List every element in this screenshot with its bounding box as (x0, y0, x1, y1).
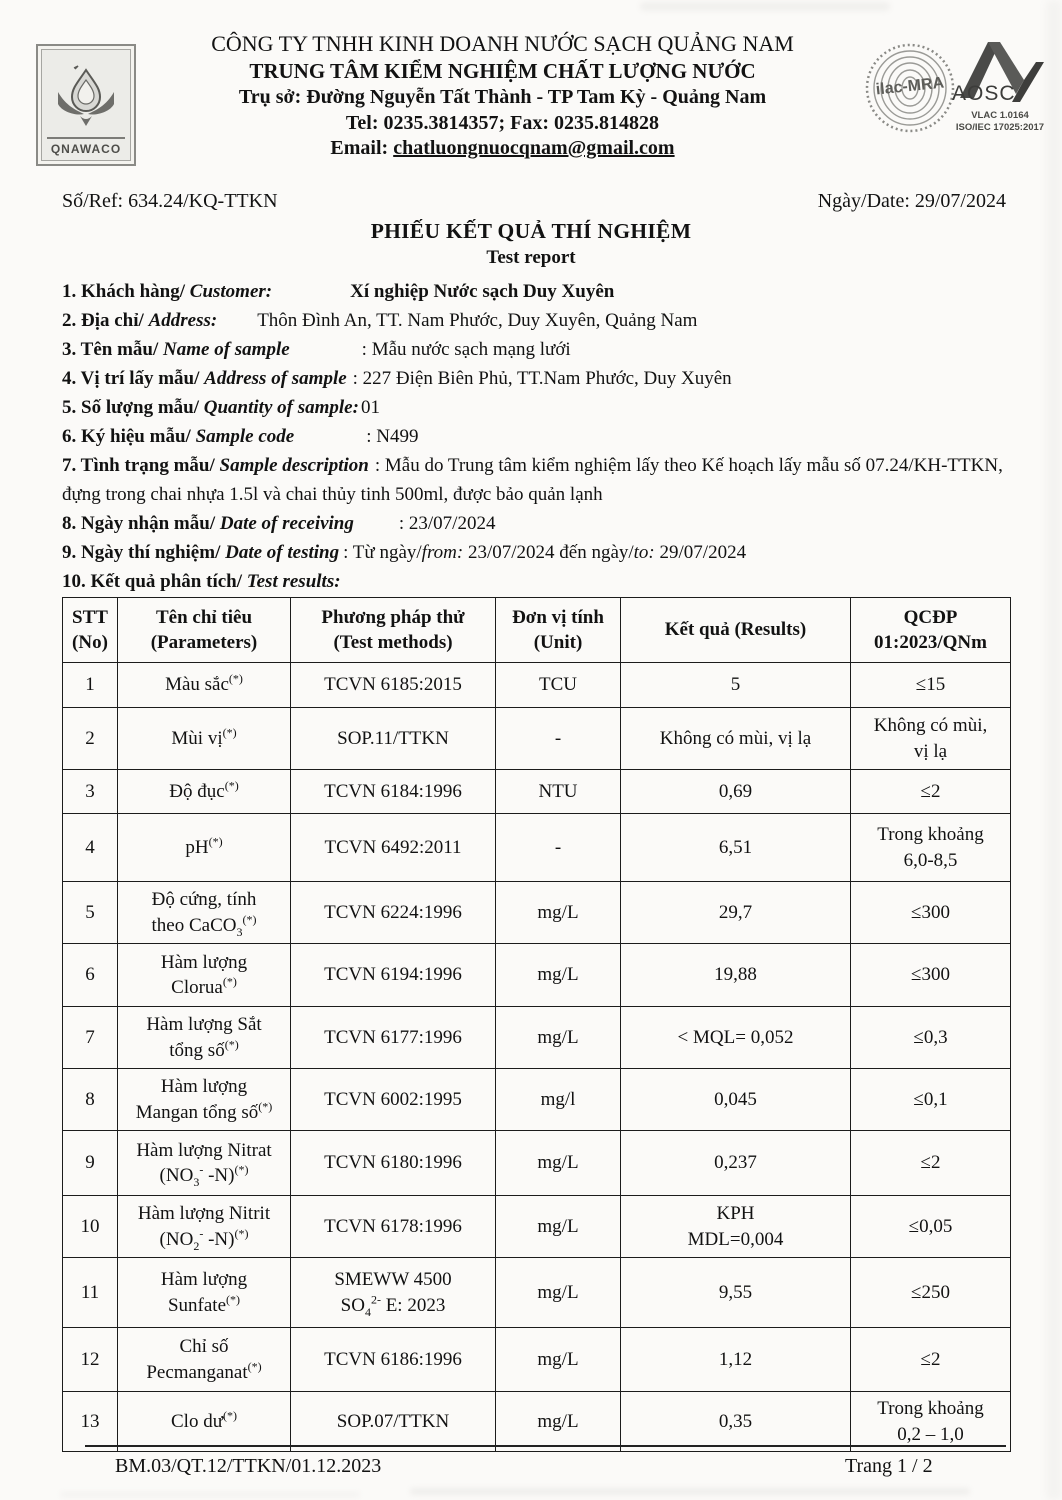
parameter-name: Chỉ số Pecmanganat(*) (118, 1328, 291, 1392)
limit-value: ≤2 (851, 770, 1011, 814)
table-row (63, 882, 1011, 944)
test-method: TCVN 6224:1996 (291, 882, 496, 944)
unit: mg/L (496, 1131, 621, 1196)
center-name: TRUNG TÂM KIỂM NGHIỆM CHẤT LƯỢNG NƯỚC (249, 59, 756, 84)
unit: - (496, 814, 621, 882)
table-header-row (63, 598, 1011, 663)
limit-value: ≤300 (851, 882, 1011, 944)
date-receiving-value: : 23/07/2024 (398, 513, 496, 534)
label-vi: 10. Kết quả phân tích/ (62, 571, 247, 592)
limit-value: ≤2 (851, 1131, 1011, 1196)
result-value: 1,12 (621, 1328, 851, 1392)
row-no: 12 (63, 1328, 118, 1392)
result-value: 19,88 (621, 944, 851, 1007)
label-vi: 2. Địa chỉ/ (62, 310, 149, 331)
row-no: 13 (63, 1392, 118, 1452)
row-no: 1 (63, 663, 118, 708)
unit: mg/L (496, 1007, 621, 1069)
result-value: 0,69 (621, 770, 851, 814)
to-date: 29/07/2024 (654, 542, 747, 563)
label-vi: 4. Vị trí lấy mẫu/ (62, 368, 205, 389)
label-en: Sample code (195, 426, 295, 447)
col-header-method: Phương pháp thử (Test methods) (291, 598, 496, 663)
ref-date-row (62, 190, 1006, 213)
unit: - (496, 708, 621, 770)
unit: mg/L (496, 882, 621, 944)
col-header-unit: Đơn vị tính (Unit) (496, 598, 621, 663)
table-row (63, 1131, 1011, 1196)
col-header-stt: STT (No) (63, 598, 118, 663)
limit-value: ≤300 (851, 944, 1011, 1007)
table-row (63, 1007, 1011, 1069)
parameter-name: Mùi vị(*) (118, 708, 291, 770)
unit: TCU (496, 663, 621, 708)
label-en: Date of receiving (219, 513, 354, 534)
table-row (63, 814, 1011, 882)
table-row (63, 770, 1011, 814)
vlac-number: VLAC 1.0164 (971, 110, 1029, 121)
label-en: Name of sample (163, 339, 290, 360)
table-row (63, 1069, 1011, 1131)
limit-value: ≤250 (851, 1258, 1011, 1328)
label-vi: 1. Khách hàng/ (62, 281, 190, 302)
results-table (62, 597, 1011, 1452)
test-method: TCVN 6184:1996 (291, 770, 496, 814)
label-en: Address of sample (204, 368, 347, 389)
testing-range-prefix: : Từ ngày/ (343, 542, 422, 563)
document-ref: Số/Ref: 634.24/KQ-TTKN (62, 190, 278, 212)
row-no: 9 (63, 1131, 118, 1196)
result-value: 5 (621, 663, 851, 708)
test-method: TCVN 6178:1996 (291, 1196, 496, 1258)
result-value: < MQL= 0,052 (621, 1007, 851, 1069)
parameter-name: Hàm lượng Clorua(*) (118, 944, 291, 1007)
label-vi: 9. Ngày thí nghiệm/ (62, 542, 226, 563)
parameter-name: pH(*) (118, 814, 291, 882)
test-method: TCVN 6177:1996 (291, 1007, 496, 1069)
table-row (63, 1258, 1011, 1328)
iso-standard: ISO/IEC 17025:2017 (955, 122, 1045, 133)
row-no: 4 (63, 814, 118, 882)
test-method: TCVN 6002:1995 (291, 1069, 496, 1131)
limit-value: ≤2 (851, 1328, 1011, 1392)
row-no: 8 (63, 1069, 118, 1131)
unit: mg/L (496, 1196, 621, 1258)
company-tel-fax: Tel: 0235.3814357; Fax: 0235.814828 (345, 111, 660, 134)
row-no: 3 (63, 770, 118, 814)
table-row (63, 1196, 1011, 1258)
limit-value: ≤0,05 (851, 1196, 1011, 1258)
label-en: Customer: (189, 281, 273, 302)
unit: mg/l (496, 1069, 621, 1131)
company-address: Trụ sở: Đường Nguyễn Tất Thành - TP Tam Kỳ - Quảng Nam (238, 86, 767, 109)
results-table-wrap (62, 597, 1010, 1452)
col-header-limit: QCĐP 01:2023/QNm (851, 598, 1011, 663)
label-vi: 5. Số lượng mẫu/ (62, 397, 204, 418)
row-no: 11 (63, 1258, 118, 1328)
info-item-test-results-heading (62, 567, 1012, 596)
info-item-address (62, 306, 1012, 335)
col-header-parameter: Tên chỉ tiêu (Parameters) (118, 598, 291, 663)
page-title: PHIẾU KẾT QUẢ THÍ NGHIỆM (370, 219, 692, 243)
water-drop-hands-icon (46, 54, 126, 134)
table-row (63, 944, 1011, 1007)
row-no: 2 (63, 708, 118, 770)
scan-artifact (410, 1488, 970, 1495)
table-row (63, 1328, 1011, 1392)
info-item-sample-description (62, 451, 1012, 509)
sample-name-value: : Mẫu nước sạch mạng lưới (361, 339, 571, 360)
test-method: TCVN 6194:1996 (291, 944, 496, 1007)
label-en: Date of testing (225, 542, 340, 563)
form-code: BM.03/QT.12/TTKN/01.12.2023 (115, 1455, 382, 1477)
result-value: 6,51 (621, 814, 851, 882)
info-item-sample-address (62, 364, 1012, 393)
info-item-sample-name (62, 335, 1012, 364)
test-method: SOP.11/TTKN (291, 708, 496, 770)
test-method: TCVN 6186:1996 (291, 1328, 496, 1392)
row-no: 5 (63, 882, 118, 944)
parameter-name: Hàm lượng Sắt tổng số(*) (118, 1007, 291, 1069)
unit: mg/L (496, 944, 621, 1007)
limit-value: ≤0,1 (851, 1069, 1011, 1131)
unit: NTU (496, 770, 621, 814)
label-en: Address: (148, 310, 218, 331)
label-en: Test results: (246, 571, 341, 592)
label-en: Sample description (219, 455, 369, 476)
aosc-logo (950, 36, 1050, 136)
info-item-date-receiving (62, 509, 1012, 538)
document-date: Ngày/Date: 29/07/2024 (817, 190, 1006, 212)
parameter-name: Độ đục(*) (118, 770, 291, 814)
ilac-mra-label: ilac-MRA (875, 74, 945, 99)
parameter-name: Hàm lượng Mangan tổng số(*) (118, 1069, 291, 1131)
result-value: KPH MDL=0,004 (621, 1196, 851, 1258)
sample-description-value: : Mẫu do Trung tâm kiểm nghiệm lấy theo Kế hoạch lấy mẫu số 07.24/KH-TTKN, đựng trong chai nhựa 1.5l và chai thủy tinh 500ml, được bảo quản lạnh (62, 455, 1003, 505)
row-no: 7 (63, 1007, 118, 1069)
table-row (63, 1392, 1011, 1452)
table-row (63, 663, 1011, 708)
test-method: SOP.07/TTKN (291, 1392, 496, 1452)
parameter-name: Hàm lượng Nitrit ($NO_2^-$ -N)(*) (118, 1196, 291, 1258)
logo-caption: QNAWACO (47, 137, 125, 156)
customer-value: Xí nghiệp Nước sạch Duy Xuyên (350, 281, 615, 302)
result-value: 29,7 (621, 882, 851, 944)
to-label: to: (633, 542, 655, 563)
result-value: 0,35 (621, 1392, 851, 1452)
email-link[interactable]: chatluongnuocqnam@gmail.com (393, 137, 675, 160)
parameter-name: Độ cứng, tính theo CaCO$_3$(*) (118, 882, 291, 944)
company-name: CÔNG TY TNHH KINH DOANH NƯỚC SẠCH QUẢNG NAM (211, 31, 794, 56)
email-label: Email: (330, 137, 394, 160)
info-item-date-testing (62, 538, 1012, 567)
result-value: 9,55 (621, 1258, 851, 1328)
limit-value: ≤15 (851, 663, 1011, 708)
info-item-customer (62, 277, 1012, 306)
unit: mg/L (496, 1328, 621, 1392)
limit-value: Trong khoảng 6,0-8,5 (851, 814, 1011, 882)
ilac-mra-stamp (864, 42, 956, 134)
info-item-sample-code (62, 422, 1012, 451)
parameter-name: Hàm lượng Nitrat ($NO_3^-$ -N)(*) (118, 1131, 291, 1196)
from-label: from: (421, 542, 464, 563)
scan-artifact (640, 2, 890, 11)
address-value: Thôn Đình An, TT. Nam Phước, Duy Xuyên, Quảng Nam (257, 310, 698, 331)
label-en: Quantity of sample: (203, 397, 359, 418)
limit-value: ≤0,3 (851, 1007, 1011, 1069)
sample-code-value: : N499 (366, 426, 419, 447)
sample-address-value: : 227 Điện Biên Phủ, TT.Nam Phước, Duy Xuyên (352, 368, 732, 389)
unit: mg/L (496, 1392, 621, 1452)
result-value: Không có mùi, vị lạ (621, 708, 851, 770)
label-vi: 7. Tình trạng mẫu/ (62, 455, 220, 476)
test-method: SMEWW 4500 $SO_4^{2-}$ E: 2023 (291, 1258, 496, 1328)
test-method: TCVN 6492:2011 (291, 814, 496, 882)
col-header-result: Kết quả (Results) (621, 598, 851, 663)
label-vi: 6. Ký hiệu mẫu/ (62, 426, 196, 447)
sample-info-list (62, 277, 1012, 596)
scan-artifact (60, 1492, 360, 1497)
table-bottom-rule (85, 1445, 1006, 1447)
result-value: 0,045 (621, 1069, 851, 1131)
info-item-quantity (62, 393, 1012, 422)
quantity-value: 01 (360, 397, 380, 418)
row-no: 10 (63, 1196, 118, 1258)
parameter-name: Hàm lượng Sunfate(*) (118, 1258, 291, 1328)
label-vi: 3. Tên mẫu/ (62, 339, 164, 360)
parameter-name: Clo dư(*) (118, 1392, 291, 1452)
limit-value: Trong khoảng 0,2 – 1,0 (851, 1392, 1011, 1452)
unit: mg/L (496, 1258, 621, 1328)
result-value: 0,237 (621, 1131, 851, 1196)
test-method: TCVN 6180:1996 (291, 1131, 496, 1196)
from-date: 23/07/2024 đến ngày/ (463, 542, 634, 563)
qnawaco-logo (36, 44, 136, 166)
row-no: 6 (63, 944, 118, 1007)
table-row (63, 708, 1011, 770)
test-method: TCVN 6185:2015 (291, 663, 496, 708)
company-email-line (150, 136, 855, 162)
label-vi: 8. Ngày nhận mẫu/ (62, 513, 220, 534)
parameter-name: Màu sắc(*) (118, 663, 291, 708)
aosc-label: AOSC (952, 82, 1016, 105)
page-number: Trang 1 / 2 (845, 1455, 933, 1477)
letterhead (150, 30, 855, 162)
limit-value: Không có mùi, vị lạ (851, 708, 1011, 770)
page-subtitle: Test report (486, 247, 576, 268)
